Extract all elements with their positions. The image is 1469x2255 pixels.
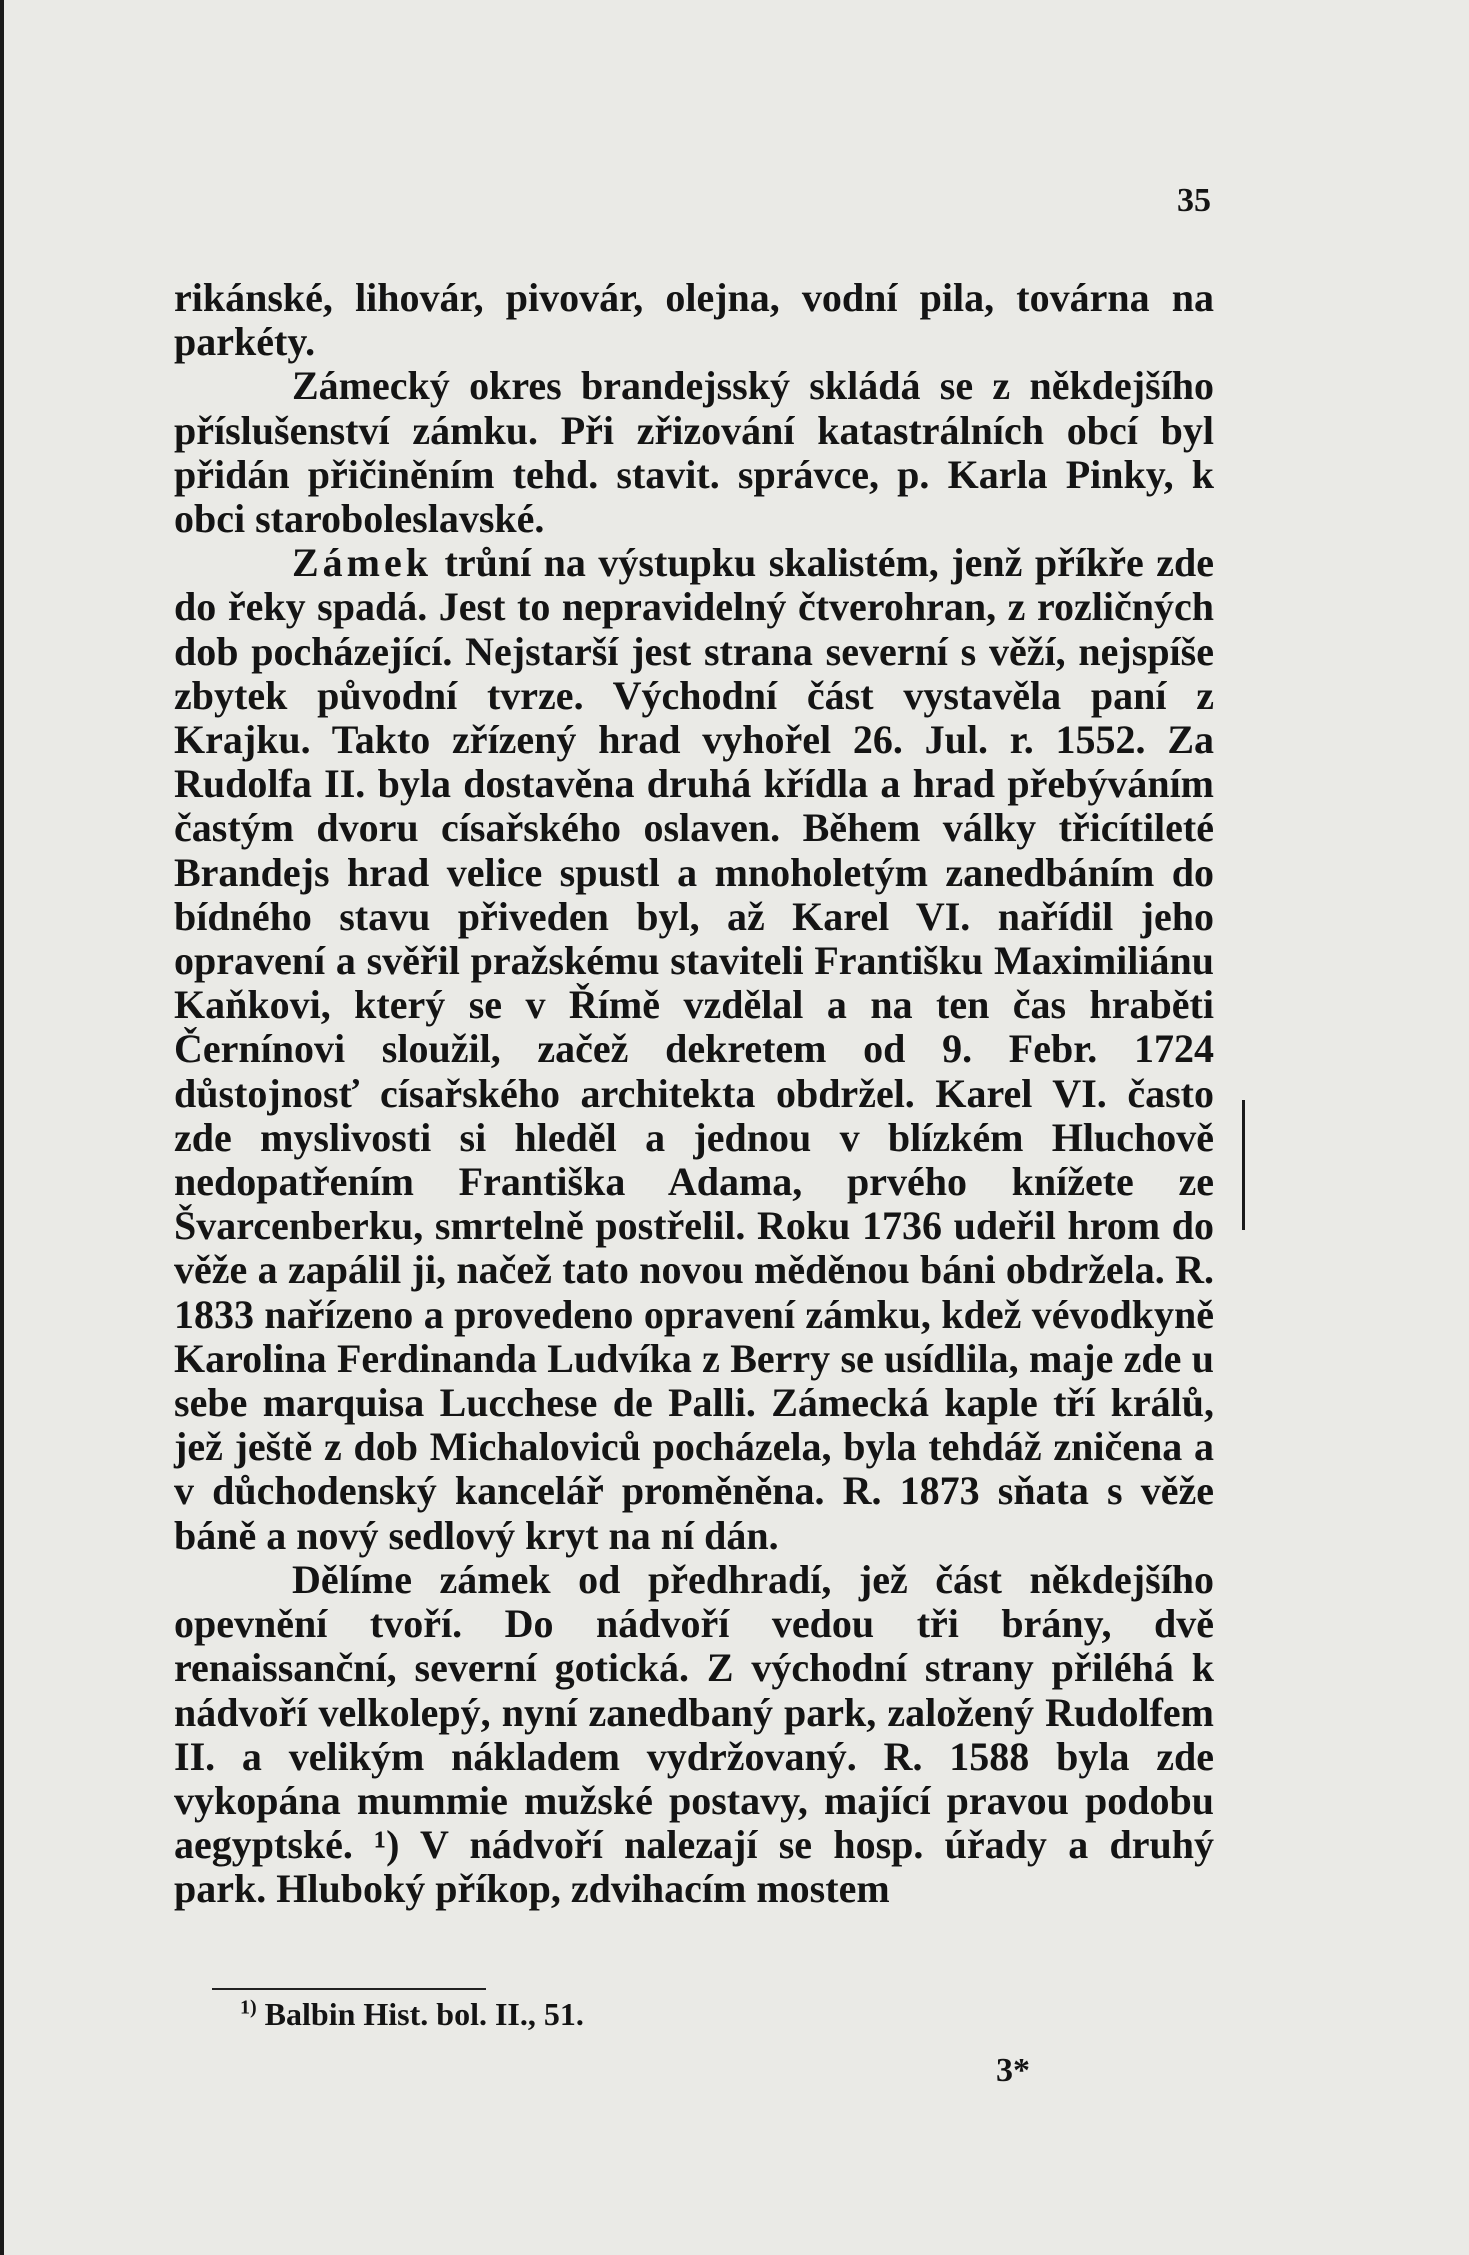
paragraph-2: Zámecký okres brandejsský skládá se z někdejšího příslušenství zámku. Při zřizování katastrálních obcí byl přidán přičiněním tehd. stavit. správce, p. Karla Pinky, k obci staroboleslavské.: [174, 363, 1214, 542]
margin-mark: [1242, 1100, 1245, 1230]
paragraph-1: rikánské, lihovár, pivovár, olejna, vodní pila, továrna na parkéty.: [174, 275, 1214, 365]
body-text: [174, 276, 1214, 1912]
paragraph-4: Dělíme zámek od předhradí, jež část někdejšího opevnění tvoří. Do nádvoří vedou tři brány, dvě renaissanční, severní gotická. Z východní strany přiléhá k nádvoří velkolepý, nyní zanedbaný park, založený Rudolfem II. a velikým nákladem vydržovaný. R. 1588 byla zde vykopána mummie mužské postavy, mající pravou podobu aegyptské. ¹) V nádvoří nalezají se hosp. úřady a druhý park. Hluboký příkop, zdvihacím mostem: [174, 1556, 1214, 1912]
spaced-word: Zámek: [292, 540, 432, 586]
footnote-text: Balbin Hist. bol. II., 51.: [264, 1996, 584, 2032]
footnote-marker: 1): [240, 1996, 257, 2019]
paragraph-3: [174, 541, 1214, 1558]
page-number: 35: [1177, 182, 1211, 219]
signature-mark: 3*: [996, 2052, 1030, 2089]
footnote: [240, 1996, 584, 2033]
paragraph-3-text: trůní na výstupku skalistém, jenž příkře zde do řeky spadá. Jest to nepravidelný čtverohran, z rozličných dob pocházející. Nejstarší jest strana severní s věží, nejspíše zbytek původní tvrze. Východní část vystavěla paní z Krajku. Takto zřízený hrad vyhořel 26. Jul. r. 1552. Za Rudolfa II. byla dostavěna druhá křídla a hrad přebýváním častým dvoru císařského oslaven. Během války třicítileté Brandejs hrad velice spustl a mnoholetým zanedbáním do bídného stavu přiveden byl, až Karel VI. nařídil jeho opravení a svěřil pražskému staviteli Františku Maximiliánu Kaňkovi, který se v Římě vzdělal a na ten čas hraběti Černínovi sloužil, začež dekretem od 9. Febr. 1724 důstojnosť císařského architekta obdržel. Karel VI. často zde myslivosti si hleděl a jednou v blízkém Hluchově nedopatřením Františka Adama, prvého knížete ze Švarcenberku, smrtelně postřelil. Roku 1736 udeřil hrom do věže a zapálil ji, načež tato novou měděnou báni obdržela. R. 1833 nařízeno a provedeno opravení zámku, kdež vévodkyně Karolina Ferdinanda Ludvíka z Berry se usídlila, maje zde u sebe marquisa Lucchese de Palli. Zámecká kaple tří králů, jež ještě z dob Michaloviců pocházela, byla tehdáž zničena a v důchodenský kancelář proměněna. R. 1873 sňata s věže báně a nový sedlový kryt na ní dán.: [174, 540, 1214, 1558]
footnote-divider: [212, 1988, 486, 1990]
